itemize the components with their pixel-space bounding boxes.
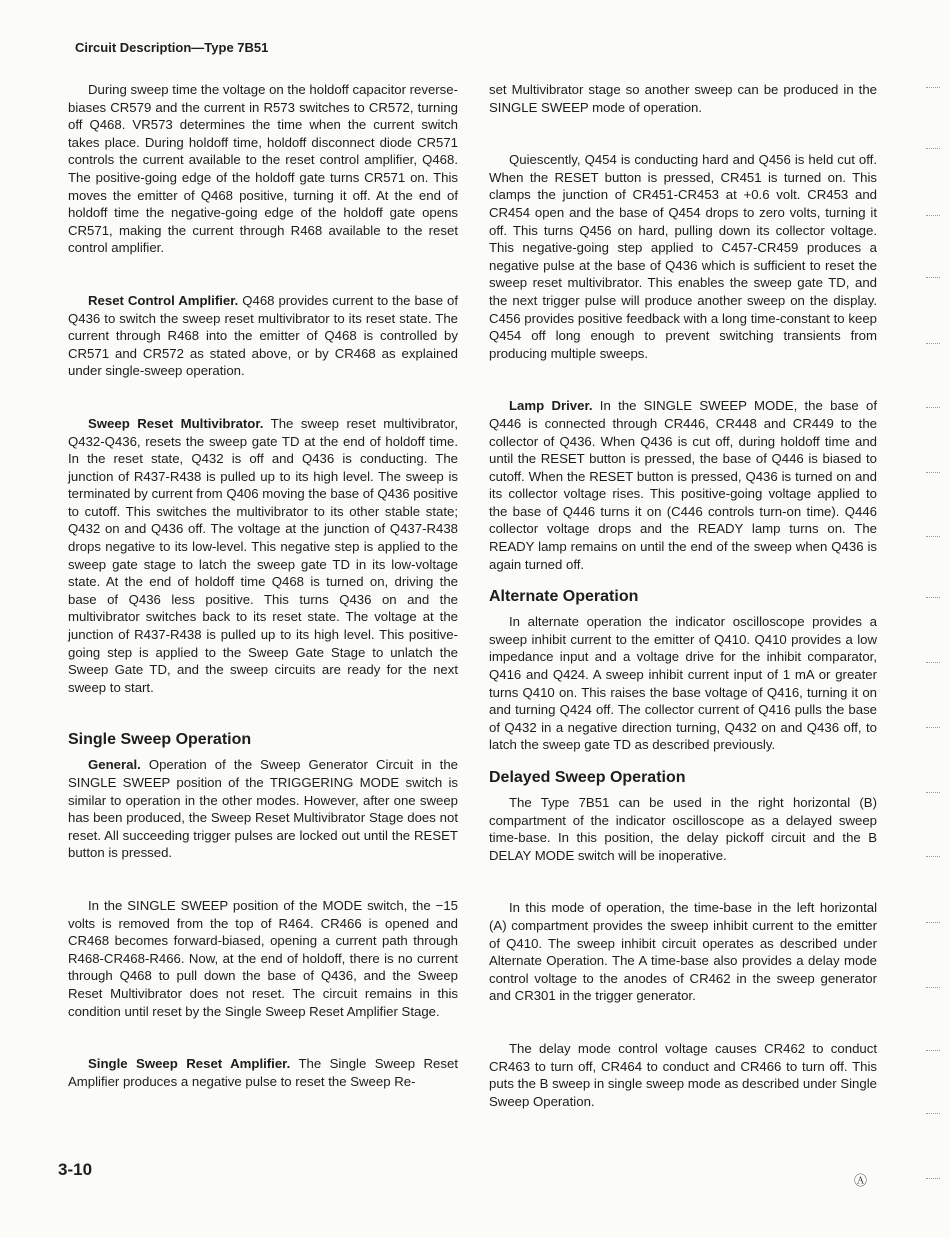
margin-scan-mark [926,407,940,409]
section-heading-single-sweep: Single Sweep Operation [68,731,252,749]
margin-scan-mark [926,1113,940,1115]
paragraph-reset-control-text: Q468 provides current to the base of Q436 to switch the sweep reset multivibrator to its reset state. The current through R468 into the emitter of Q468 is controlled by CR571 and CR572 as stated above, or by CR468 as explained under single-sweep operation. [68,292,458,379]
paragraph-single-reset-amp [68,1055,458,1090]
paragraph-sweep-reset [68,415,458,697]
section-heading-delayed: Delayed Sweep Operation [489,769,686,786]
inline-heading-lamp-driver: Lamp Driver. [509,398,593,414]
margin-scan-mark [926,1050,940,1052]
inline-heading-single-reset-amp: Single Sweep Reset Amplifier. [88,1056,291,1072]
paragraph-delayed-1: The Type 7B51 can be used in the right horizontal (B) compartment of the indicator oscilloscope as a delayed sweep time-base. In this position, the delay pickoff circuit and the B DELAY MODE switch will be inoperative. [489,795,877,863]
margin-scan-mark [926,536,940,538]
right-column [489,81,877,1110]
margin-scan-mark [926,215,940,217]
inline-heading-sweep-reset: Sweep Reset Multivibrator. [88,415,264,431]
margin-scan-mark [926,922,940,924]
paragraph-single-mode: In the SINGLE SWEEP position of the MODE switch, the −15 volts is removed from the top of R464. CR466 is opened and CR468 becomes forward-biased, opening a current path through R468-CR468-R466. Now, at the end of holdoff, there is no current through Q468 to pull down the base of Q436, and the Sweep Reset Multivibrator does not reset. The circuit remains in this condition until reset by the Single Sweep Reset Amplifier Stage. [68,897,458,1019]
paragraph-delayed-3: The delay mode control voltage causes CR462 to conduct CR463 to turn off, CR464 to conduct and CR466 to turn off. This puts the B sweep in single sweep mode as described under Single Sweep Operation. [489,1040,877,1109]
margin-scan-mark [926,597,940,599]
paragraph-alternate: In alternate operation the indicator oscilloscope provides a sweep inhibit current to the emitter of Q410. Q410 provides a low impedance input and a voltage drive for the inhibit comparator, Q416 and Q424. A sweep inhibit current input of 1 mA or greater turns Q410 on. This raises the base voltage of Q416, turning it on and turning Q424 off. The collector current of Q416 pulls the base of Q432 in a negative direction turning, Q432 on and Q436 off, to latch the sweep gate TD as described previously. [489,614,877,753]
margin-scan-mark [926,343,940,345]
section-heading-alternate: Alternate Operation [489,588,639,606]
paragraph-delayed-2: In this mode of operation, the time-base in the left horizontal (A) compartment provides the sweep inhibit current to the emitter of Q410. The sweep inhibit circuit operates as described under Alternate Operation. The A time-base also provides a delay mode control voltage to the anodes of CR462 in the sweep generator and CR301 in the trigger generator. [489,900,877,1004]
paragraph-lamp-driver-text: In the SINGLE SWEEP MODE, the base of Q446 is connected through CR446, CR448 and CR449 to the collector of Q436. When Q436 is cut off, during holdoff time and until the RESET button is pressed, the base of Q446 is biased to cutoff. When the RESET button is pressed, Q436 is turned on and its collector voltage rises. This positive-going voltage applied to the base of Q446 turns it on (C446 controls turn-on time). Q446 collector voltage drops and the READY lamp turns on. The READY lamp remains on until the end of the sweep when Q436 is again turned off. [489,398,877,572]
paragraph-sweep-reset-text: The sweep reset multivibrator, Q432-Q436, resets the sweep gate TD at the end of holdoff time. In the reset state, Q432 is off and Q436 is conducting. The junction of R437-R438 is pulled up to its high level. The sweep is terminated by current from Q406 moving the base of Q436 positive to cutoff. This switches the multivibrator to its other stable state; Q432 on and Q436 off. The voltage at the junction of Q437-R438 drops negative to its low-level. This negative step is applied to the sweep gate stage to latch the sweep gate TD in its low-voltage state. At the end of holdoff time Q468 is turned on, driving the base of Q436 less positive. This turns Q436 on and the multivibrator switches back to its reset state. The voltage at the junction of R437-R438 is pulled up to its high level. This positive-going step is applied to the Sweep Gate Stage to unlatch the Sweep Gate TD, and the sweep circuits are ready for the next sweep to start. [68,415,458,695]
paragraph-general [68,756,458,862]
margin-scan-mark [926,856,940,858]
margin-scan-mark [926,662,940,664]
margin-scan-mark [926,277,940,279]
page-header-title: Circuit Description—Type 7B51 [75,40,269,55]
margin-scan-mark [926,148,940,150]
paragraph-single-reset-amp-text: The Single Sweep Reset Amplifier produces a negative pulse to reset the Sweep Re- [68,1056,458,1089]
margin-scan-mark [926,792,940,794]
margin-scan-mark [926,472,940,474]
paragraph-lamp-driver [489,397,877,573]
inline-heading-general: General. [88,757,141,773]
margin-scan-mark [926,987,940,989]
margin-scan-mark [926,87,940,89]
margin-scan-mark [926,1178,940,1180]
publisher-mark: Ⓐ [854,1173,868,1188]
paragraph-general-text: Operation of the Sweep Generator Circuit in the SINGLE SWEEP position of the TRIGGERING MODE switch is similar to operation in the other modes. However, after one sweep has been produced, the Sweep Reset Multivibrator Stage does not reset. All succeeding trigger pulses are locked out until the RESET button is pressed. [68,757,458,861]
inline-heading-reset-control: Reset Control Amplifier. [88,292,239,308]
paragraph-reset-control [68,292,458,380]
paragraph-holdoff: During sweep time the voltage on the holdoff capacitor reverse-biases CR579 and the current in R573 switches to CR572, turning off Q468. VR573 determines the time when the current switch takes place. During holdoff time, holdoff disconnect diode CR571 controls the current available to the reset control amplifier, Q468. The positive-going edge of the holdoff gate turns CR571 on. This moves the emitter of Q468 positive, turning it off. At the end of holdoff time the negative-going edge of the holdoff gate opens CR571, making the current through R468 available to the reset control amplifier. [68,82,458,256]
paragraph-quiescent: Quiescently, Q454 is conducting hard and Q456 is held cut off. When the RESET button is pressed, CR451 is turned on. This clamps the junction of CR451-CR453 at +0.6 volt. CR453 and CR454 open and the base of Q454 drops to zero volts, turning it off. This turns Q456 on hard, pulling down its collector voltage. This negative-going step applied to C457-CR459 produces a negative pulse at the base of Q436 which is sufficient to reset the sweep reset multivibrator. This enables the sweep gate TD, and the next trigger pulse will produce another sweep on the display. C456 provides positive feedback with a long time-constant to keep Q454 off long enough to prevent switching transients from producing multiple sweeps. [489,152,877,361]
page-number: 3-10 [58,1160,93,1179]
margin-scan-mark [926,727,940,729]
left-column [68,81,458,1090]
paragraph-continued: set Multivibrator stage so another sweep can be produced in the SINGLE SWEEP mode of operation. [489,82,877,115]
